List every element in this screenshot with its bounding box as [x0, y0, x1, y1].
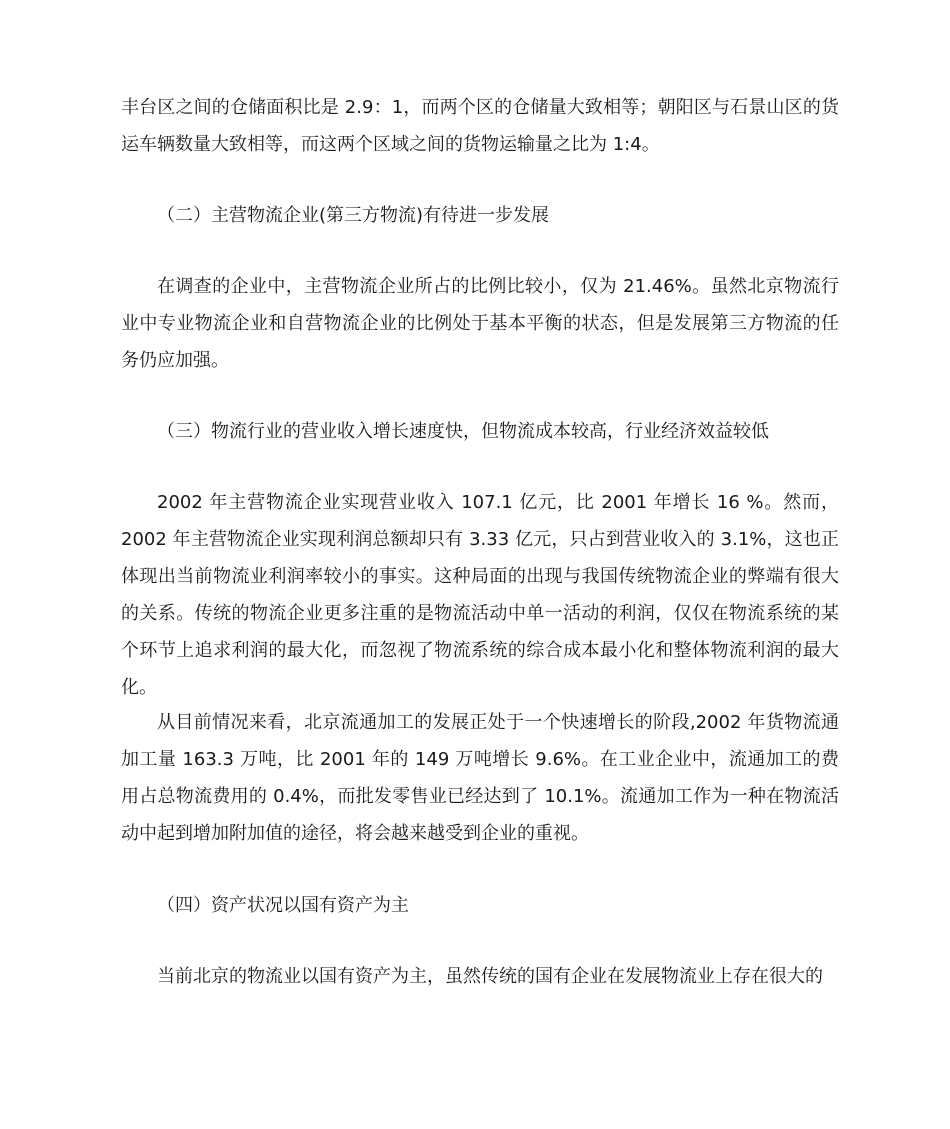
paragraph-storage-ratio: 丰台区之间的仓储面积比是 2.9：1，而两个区的仓储量大致相等；朝阳区与石景山区的货运车辆数量大致相等，而这两个区域之间的货物运输量之比为 1:4。 [121, 97, 839, 155]
paragraph-revenue-profit: 2002 年主营物流企业实现营业收入 107.1 亿元，比 2001 年增长 16 %。然而，2002 年主营物流企业实现利润总额却只有 3.33 亿元，只占到营业收入的 3.1%，这也正体现出当前物流业利润率较小的事实。这种局面的出现与我国传统物流企业的弊端有很大的关系。传统的物流企业更多注重的是物流活动中单一活动的利润，仅仅在物流系统的某个环节上追求利润的最大化，而忽视了物流系统的综合成本最小化和整体物流利润的最大化。 [121, 492, 839, 698]
section-heading-3: （三）物流行业的营业收入增长速度快，但物流成本较高，行业经济效益较低 [157, 421, 769, 442]
paragraph-distribution-processing: 从目前情况来看，北京流通加工的发展正处于一个快速增长的阶段,2002 年货物流通加工量 163.3 万吨，比 2001 年的 149 万吨增长 9.6%。在工业企业中，流通加工的费用占总物流费用的 0.4%，而批发零售业已经达到了 10.1%。流通加工作为一种在物流活动中起到增加附加值的途径，将会越来越受到企业的重视。 [121, 712, 839, 844]
section-heading-4: （四）资产状况以国有资产为主 [157, 895, 409, 916]
paragraph-third-party-logistics: 在调查的企业中，主营物流企业所占的比例比较小，仅为 21.46%。虽然北京物流行业中专业物流企业和自营物流企业的比例处于基本平衡的状态，但是发展第三方物流的任务仍应加强。 [121, 276, 839, 371]
paragraph-state-assets: 当前北京的物流业以国有资产为主，虽然传统的国有企业在发展物流业上存在很大的 [157, 966, 823, 987]
section-heading-2: （二）主营物流企业(第三方物流)有待进一步发展 [157, 205, 550, 226]
